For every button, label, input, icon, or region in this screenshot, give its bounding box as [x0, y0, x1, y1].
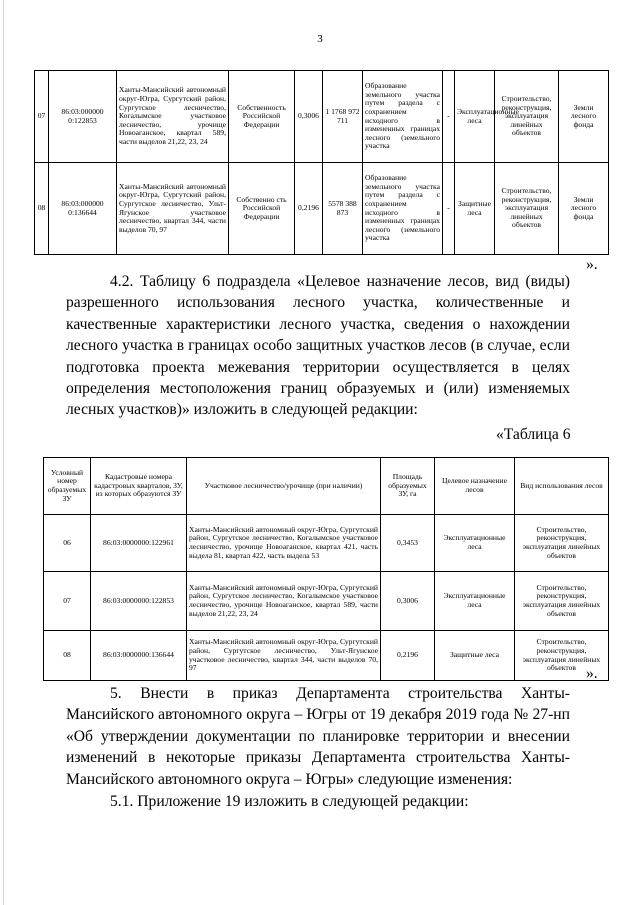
area-cell: 0,2196: [381, 631, 435, 681]
paragraph-5-1: 5.1. Приложение 19 изложить в следующей редакции:: [110, 793, 469, 810]
column-header: Целевое назначение лесов: [435, 458, 515, 515]
area-cell: 0,3453: [381, 515, 435, 572]
row-number: 08: [35, 163, 49, 255]
column-header: Вид использования лесов: [515, 458, 609, 515]
paragraph-4-2: 4.2. Таблицу 6 подраздела «Целевое назначение лесов, вид (виды) разрешенного использования лесного участка, количественные и качественные характеристики лесного участка, сведения о нахождении лесного участка в границах особо защитных участков лесов (в случае, если подготовка проекта межевания территории осуществляется в целях определения местоположения границ образуемых и (или) изменяемых лесных участков)» изложить в следующей редакции:: [66, 273, 570, 419]
location-cell: Ханты-Мансийский автономный округ-Югра, Сургутский район, Сургутское лесничество, Ульт-Ягунское участковое лесничество, квартал 344, части выделов 70, 97: [117, 163, 229, 255]
coords-cell: 1 1768 972 711: [323, 71, 363, 163]
formation-cell: Образование земельного участка путем раздела с сохранением исходного в измененных границах лесного (земельного участка: [363, 163, 443, 255]
column-header: Площадь образуемых ЗУ, га: [381, 458, 435, 515]
plot-number: 06: [44, 515, 91, 572]
cadastral-number: 86:03:0000000:136644: [91, 631, 187, 681]
cadastral-number: 86:03:0000000:122961: [91, 515, 187, 572]
purpose-cell: Эксплуатационные леса: [435, 572, 515, 631]
area-cell: 0,3006: [295, 71, 323, 163]
dash-cell: -: [443, 71, 455, 163]
cadastral-number: 86:03:0000000:122853: [91, 572, 187, 631]
coords-cell: 5578 388 873: [323, 163, 363, 255]
purpose-cell: Строительство, реконструкция, эксплуатация линейных объектов: [495, 163, 559, 255]
table-row: [44, 572, 609, 631]
area-cell: 0,3006: [381, 572, 435, 631]
row-number: 07: [35, 71, 49, 163]
top-table-continuation: [34, 70, 609, 255]
table-6-label: «Таблица 6: [496, 426, 571, 443]
location-cell: Ханты-Мансийский автономный округ-Югра, Сургутский район, Сургутское лесничество, Ульт-Ягунское участковое лесничество, квартал 344, части выделов 70, 97: [187, 631, 381, 681]
category-cell: Земли лесного фонда: [559, 163, 609, 255]
table-6: [43, 457, 609, 681]
table-row: [35, 163, 609, 255]
ownership-cell: Собственно сть Российской Федерации: [229, 163, 295, 255]
use-cell: Строительство, реконструкция, эксплуатация линейных объектов: [515, 631, 609, 681]
ownership-cell: Собственность Российской Федерации: [229, 71, 295, 163]
table-row: [44, 631, 609, 681]
cadastral-number: 86:03:000000 0:122853: [49, 71, 117, 163]
location-cell: Ханты-Мансийский автономный округ-Югра, Сургутский район, Сургутское лесничество, Когалымское участковое лесничество, урочище Новоаганское, квартал 589, части выделов 21,22, 23, 24: [117, 71, 229, 163]
use-cell: Строительство, реконструкция, эксплуатация линейных объектов: [515, 572, 609, 631]
purpose-cell: Строительство, реконструкция, эксплуатация линейных объектов: [495, 71, 559, 163]
plot-number: 08: [44, 631, 91, 681]
purpose-cell: Эксплуатационные леса: [435, 515, 515, 572]
column-header: Условный номер образуемых ЗУ: [44, 458, 91, 515]
quote-close: ».: [586, 256, 598, 273]
location-cell: Ханты-Мансийский автономный округ-Югра, Сургутский район, Сургутское лесничество, Когалымское участковое лесничество, урочище Новоаганское, квартал 421, часть выдела 81, квартал 422, часть выдела 53: [187, 515, 381, 572]
location-cell: Ханты-Мансийский автономный округ-Югра, Сургутский район, Сургутское лесничество, Когалымское участковое лесничество, урочище Новоаганское, квартал 589, части выделов 21,22, 23, 24: [187, 572, 381, 631]
area-cell: 0,2196: [295, 163, 323, 255]
formation-cell: Образование земельного участка путем раздела с сохранением исходного в измененных границах лесного (земельного участка: [363, 71, 443, 163]
cadastral-number: 86:03:000000 0:136644: [49, 163, 117, 255]
forest-type-cell: Эксплуатационные леса: [455, 71, 495, 163]
dash-cell: -: [443, 163, 455, 255]
purpose-cell: Защитные леса: [435, 631, 515, 681]
column-header: Участковое лесничество/урочище (при наличии): [187, 458, 381, 515]
paragraph-5: 5. Внести в приказ Департамента строительства Ханты-Мансийского автономного округа – Югры от 19 декабря 2019 года № 27-нп «Об утверждении документации по планировке территории и внесении изменений в некоторые приказы Департамента строительства Ханты-Мансийского автономного округа – Югры» следующие изменения:: [66, 685, 570, 788]
table-row: [44, 515, 609, 572]
forest-type-cell: Защитные леса: [455, 163, 495, 255]
page-number: 3: [317, 33, 323, 45]
table-header-row: [44, 458, 609, 515]
quote-close: ».: [586, 665, 598, 682]
category-cell: Земли лесного фонда: [559, 71, 609, 163]
use-cell: Строительство, реконструкция, эксплуатация линейных объектов: [515, 515, 609, 572]
column-header: Кадастровые номера кадастровых кварталов, ЗУ, из которых образуются ЗУ: [91, 458, 187, 515]
table-row: [35, 71, 609, 163]
scan-edge: [3, 0, 4, 905]
plot-number: 07: [44, 572, 91, 631]
